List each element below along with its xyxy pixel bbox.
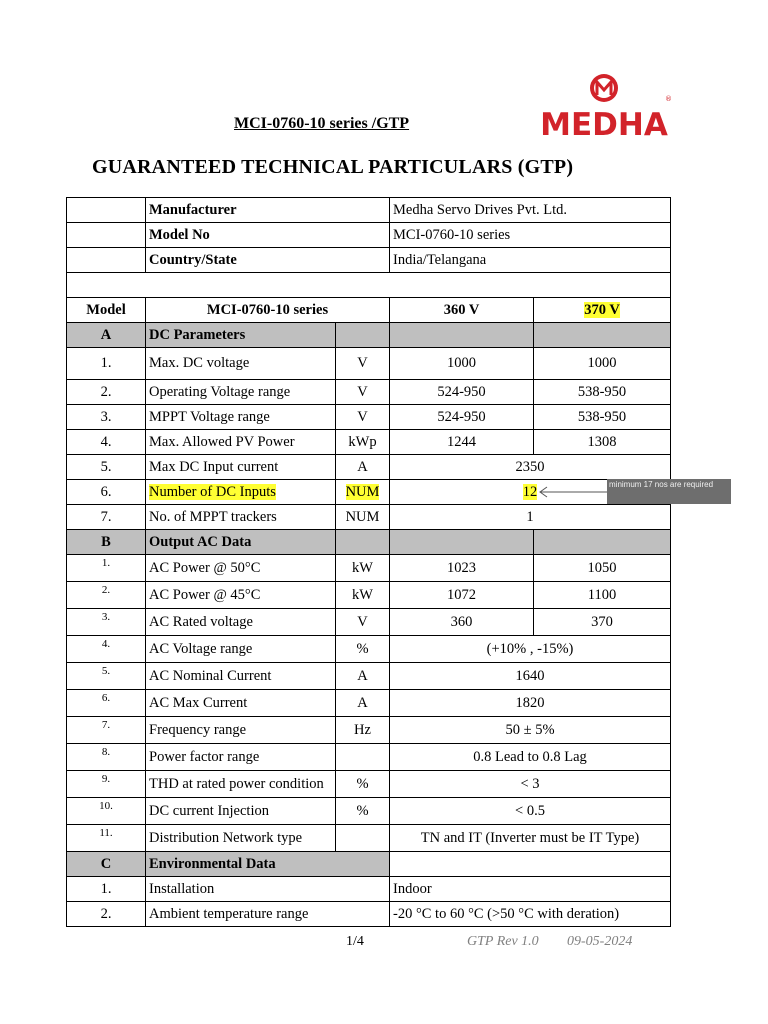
table-header-row — [67, 298, 671, 323]
page-number: 1/4 — [346, 934, 364, 949]
header-360v: 360 V — [390, 298, 534, 323]
table-row: 4. Max. Allowed PV Power kWp 1244 1308 — [67, 430, 671, 455]
table-row: 8. Power factor range 0.8 Lead to 0.8 Lag — [67, 744, 671, 771]
highlighted-value: 12 — [522, 483, 538, 500]
highlighted-unit: NUM — [345, 483, 380, 500]
section-c-header — [67, 852, 671, 877]
table-row: 5. Max DC Input current A 2350 — [67, 455, 671, 480]
spacer-row — [67, 273, 671, 298]
table-row: 6. AC Max Current A 1820 — [67, 690, 671, 717]
header-model: Model — [67, 298, 146, 323]
table-row: 4. AC Voltage range % (+10% , -15%) — [67, 636, 671, 663]
table-row: 1. Max. DC voltage V 1000 1000 — [67, 348, 671, 380]
section-id: B — [67, 530, 146, 555]
svg-text:MEDHA: MEDHA — [540, 107, 668, 143]
info-row — [67, 198, 671, 223]
header-series: MCI-0760-10 series — [146, 298, 390, 323]
info-label: Manufacturer — [146, 198, 390, 223]
svg-text:®: ® — [665, 95, 672, 103]
medha-logo — [540, 70, 672, 143]
table-row: 3. AC Rated voltage V 360 370 — [67, 609, 671, 636]
highlighted-param: Number of DC Inputs — [149, 483, 276, 500]
info-row — [67, 223, 671, 248]
callout-arrow-icon — [538, 486, 610, 498]
section-title: Output AC Data — [146, 530, 336, 555]
table-row: 5. AC Nominal Current A 1640 — [67, 663, 671, 690]
gtp-table — [66, 197, 671, 927]
table-row: 6. Number of DC Inputs NUM 12 — [67, 480, 671, 505]
info-value: India/Telangana — [390, 248, 671, 273]
table-row: 10. DC current Injection % < 0.5 — [67, 798, 671, 825]
table-row: 7. No. of MPPT trackers NUM 1 — [67, 505, 671, 530]
revision-date: 09-05-2024 — [567, 934, 633, 949]
info-value: Medha Servo Drives Pvt. Ltd. — [390, 198, 671, 223]
section-title: DC Parameters — [146, 323, 336, 348]
section-title: Environmental Data — [146, 852, 390, 877]
section-id: A — [67, 323, 146, 348]
table-row: 3. MPPT Voltage range V 524-950 538-950 — [67, 405, 671, 430]
info-label: Model No — [146, 223, 390, 248]
table-row: 1. Installation Indoor — [67, 877, 671, 902]
table-row: 2. Operating Voltage range V 524-950 538-950 — [67, 380, 671, 405]
section-id: C — [67, 852, 146, 877]
series-title: MCI-0760-10 series /GTP — [234, 115, 410, 132]
header-370v: 370 V — [584, 301, 620, 318]
info-row — [67, 248, 671, 273]
page-heading: GUARANTEED TECHNICAL PARTICULARS (GTP) — [92, 156, 574, 178]
table-row: 11. Distribution Network type TN and IT (Inverter must be IT Type) — [67, 825, 671, 852]
section-b-header — [67, 530, 671, 555]
revision-label: GTP Rev 1.0 — [467, 934, 539, 949]
table-row: 7. Frequency range Hz 50 ± 5% — [67, 717, 671, 744]
comment-callout[interactable]: minimum 17 nos are required — [607, 479, 731, 504]
table-row: 2. AC Power @ 45°C kW 1072 1100 — [67, 582, 671, 609]
info-value: MCI-0760-10 series — [390, 223, 671, 248]
info-label: Country/State — [146, 248, 390, 273]
table-row: 1. AC Power @ 50°C kW 1023 1050 — [67, 555, 671, 582]
section-a-header — [67, 323, 671, 348]
table-row: 9. THD at rated power condition % < 3 — [67, 771, 671, 798]
table-row: 2. Ambient temperature range -20 °C to 60 °C (>50 °C with deration) — [67, 902, 671, 927]
